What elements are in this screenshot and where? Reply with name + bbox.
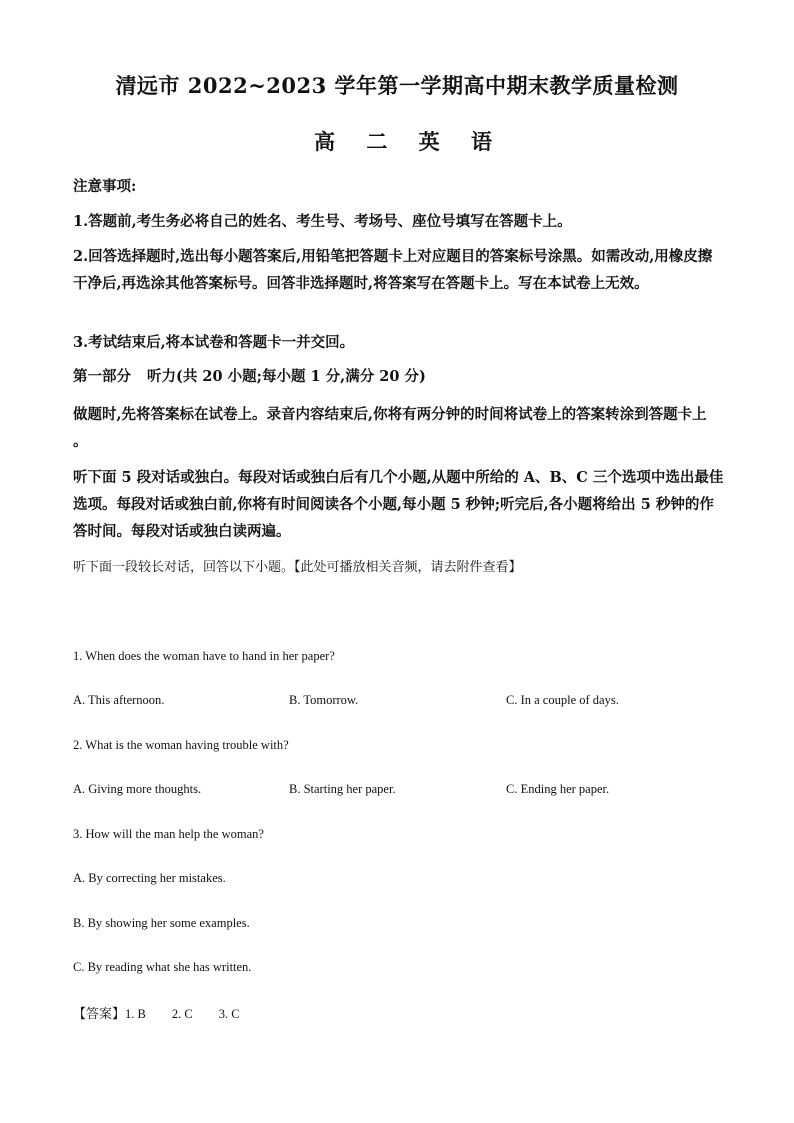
question-2-option-a: A. Giving more thoughts.: [73, 782, 202, 796]
section-heading: [73, 365, 426, 386]
question-3-option-a: A. By correcting her mistakes.: [73, 871, 226, 885]
answer-2: 2. C: [171, 1007, 193, 1021]
question-1-option-c: C. In a couple of days.: [506, 693, 619, 707]
subject-title: 高 二 英 语: [314, 129, 504, 154]
question-3-option-c: C. By reading what she has written.: [73, 960, 252, 974]
answer-label: 【答案】: [73, 1007, 126, 1022]
question-1-stem: 1. When does the woman have to hand in her paper?: [73, 649, 335, 663]
question-2-stem: 2. What is the woman having trouble with?: [73, 738, 289, 752]
instruction-transfer: 做题时,先将答案标在试卷上。录音内容结束后,你将有两分钟的时间将试卷上的答案转涂到答题卡上 。: [73, 406, 707, 450]
question-2-option-c: C. Ending her paper.: [506, 782, 610, 796]
section-part: 第一部分: [73, 368, 131, 385]
answer-1: 1. B: [125, 1007, 146, 1021]
notice-item-2: 2.回答选择题时,选出每小题答案后,用铅笔把答题卡上对应题目的答案标号涂黑。如需改动,用橡皮擦干净后,再选涂其他答案标号。回答非选择题时,将答案写在答题卡上。写在本试卷上无效。: [73, 248, 713, 292]
exam-title: 清远市 2022~2023 学年第一学期高中期末教学质量检测: [115, 73, 679, 98]
answer-3: 3. C: [218, 1007, 240, 1021]
question-3-option-b: B. By showing her some examples.: [73, 916, 250, 930]
audio-note: 听下面一段较长对话，回答以下小题。【此处可播放相关音频，请去附件查看】: [73, 560, 522, 575]
question-1-option-b: B. Tomorrow.: [289, 693, 359, 707]
question-2-option-b: B. Starting her paper.: [289, 782, 396, 796]
instruction-listening: 听下面 5 段对话或独白。每段对话或独白后有几个小题,从题中所给的 A、B、C 三个选项中选出最佳选项。每段对话或独白前,你将有时间阅读各个小题,每小题 5 秒钟;听完后,各小题将给出 5 秒钟的作答时间。每段对话或独白读两遍。: [73, 469, 724, 540]
notice-item-3: 3.考试结束后,将本试卷和答题卡一并交回。: [73, 334, 355, 351]
section-description: 听力(共 20 小题;每小题 1 分,满分 20 分): [147, 368, 426, 385]
notice-item-1: 1.答题前,考生务必将自己的姓名、考生号、考场号、座位号填写在答题卡上。: [73, 213, 572, 230]
notice-heading: 注意事项:: [73, 178, 137, 195]
answer-line: [73, 1003, 240, 1022]
question-3-stem: 3. How will the man help the woman?: [73, 827, 264, 841]
question-1-option-a: A. This afternoon.: [73, 693, 165, 707]
